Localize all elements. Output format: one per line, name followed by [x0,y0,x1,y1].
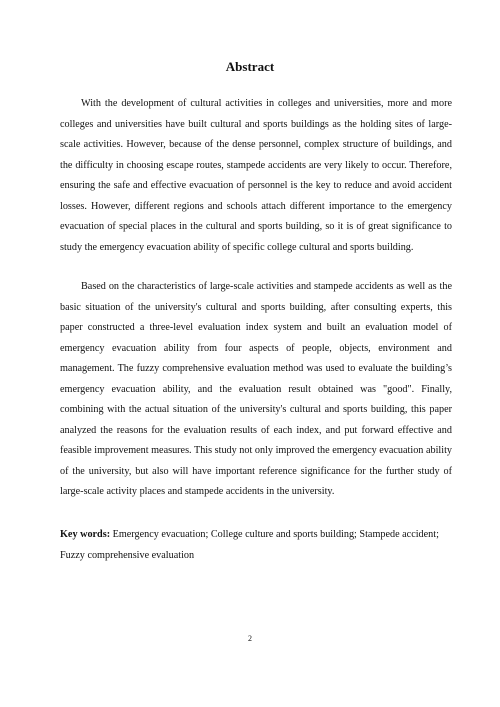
keywords-text: Emergency evacuation; College culture and sports building; Stampede accident; Fuzzy comprehensive evaluation [60,529,439,561]
abstract-title: Abstract [225,59,275,74]
keywords-section [60,525,452,566]
abstract-paragraph-2: Based on the characteristics of large-scale activities and stampede accidents as well as the basic situation of the university's cultural and sports building, after consulting experts, this paper constructed a three-level evaluation index system and built an evaluation model of emergency evacuation ability from four aspects of people, objects, environment and management. The fuzzy comprehensive evaluation method was used to evaluate the building’s emergency evacuation ability, and the evaluation result obtained was "good". Finally, combining with the actual situation of the university's cultural and sports building, this paper analyzed the reasons for the evaluation results of each index, and put forward effective and feasible improvement measures. This study not only improved the emergency evacuation ability of the university, but also will have important reference significance for the further study of large-scale activity places and stampede accidents in the university. [60,281,452,497]
abstract-paragraph-1: With the development of cultural activities in colleges and universities, more and more colleges and universities have built cultural and sports buildings as the holding sites of large-scale activities. However, because of the dense personnel, complex structure of buildings, and the difficulty in choosing escape routes, stampede accidents are very likely to occur. Therefore, ensuring the safe and effective evacuation of personnel is the key to reduce and avoid accident losses. However, different regions and schools attach different importance to the emergency evacuation of special places in the cultural and sports building, so it is of great significance to study the emergency evacuation ability of specific college cultural and sports building. [60,98,452,253]
keywords-label: Key words: [60,529,111,540]
page-number: 2 [248,634,252,643]
